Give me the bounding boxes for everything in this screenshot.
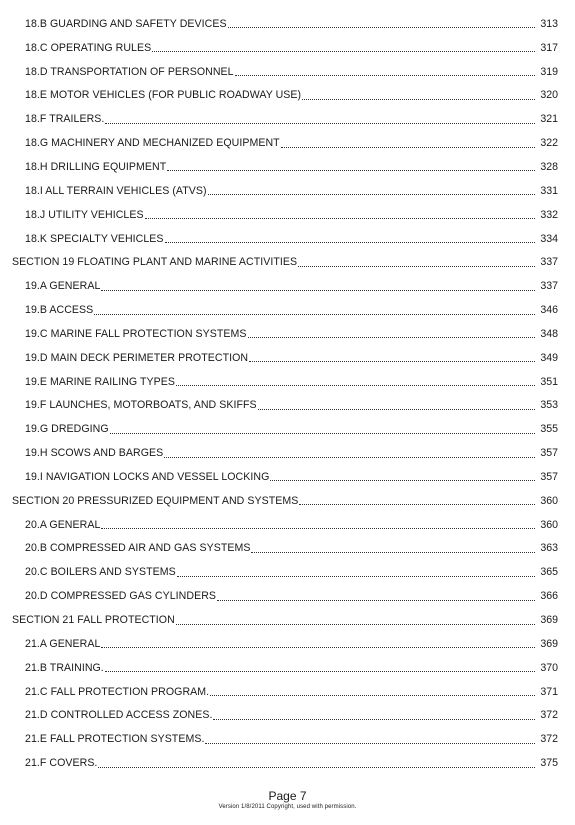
toc-entry-title: 20.D COMPRESSED GAS CYLINDERS [25,590,217,603]
toc-dot-leader [176,624,535,625]
toc-entry[interactable] [0,346,575,370]
toc-dot-leader [213,719,535,720]
toc-entry[interactable] [0,322,575,346]
toc-entry-page-number: 321 [540,113,558,126]
toc-entry-page-number: 372 [540,733,558,746]
toc-entry[interactable] [0,274,575,298]
toc-dot-leader [145,218,535,219]
toc-dot-leader [167,170,535,171]
toc-entry-title: 19.I NAVIGATION LOCKS AND VESSEL LOCKING [25,470,270,483]
toc-entry-title: SECTION 20 PRESSURIZED EQUIPMENT AND SYSTEMS [12,494,299,507]
toc-entry-title: 18.C OPERATING RULES [25,41,152,54]
toc-entry[interactable] [0,513,575,537]
toc-entry-title: 18.F TRAILERS. [25,113,105,126]
toc-dot-leader [251,552,535,553]
toc-dot-leader [249,361,535,362]
toc-entry-page-number: 348 [540,327,558,340]
toc-entry[interactable] [0,203,575,227]
toc-entry-title: 21.B TRAINING. [25,661,104,674]
page-number: Page 7 [268,789,307,803]
toc-entry-page-number: 349 [540,351,558,364]
toc-entry-title: 19.H SCOWS AND BARGES [25,447,164,460]
toc-dot-leader [165,242,535,243]
toc-entry-title: SECTION 19 FLOATING PLANT AND MARINE ACTIVITIES [12,256,298,269]
toc-entry-page-number: 353 [540,399,558,412]
toc-entry[interactable] [0,680,575,704]
toc-entry-page-number: 360 [540,494,558,507]
toc-entry-page-number: 369 [540,637,558,650]
toc-dot-leader [270,480,535,481]
toc-entry[interactable] [0,36,575,60]
toc-entry[interactable] [0,537,575,561]
toc-entry-title: 19.F LAUNCHES, MOTORBOATS, AND SKIFFS [25,399,257,412]
toc-entry[interactable] [0,584,575,608]
toc-entry-title: 18.G MACHINERY AND MECHANIZED EQUIPMENT [25,137,280,150]
toc-entry-page-number: 332 [540,208,558,221]
toc-entry-title: 21.A GENERAL [25,637,101,650]
toc-entry-title: 19.D MAIN DECK PERIMETER PROTECTION [25,351,249,364]
toc-dot-leader [281,147,535,148]
toc-entry-title: 18.E MOTOR VEHICLES (FOR PUBLIC ROADWAY USE) [25,89,302,102]
toc-entry[interactable] [0,394,575,418]
toc-entry[interactable] [0,632,575,656]
toc-dot-leader [299,504,535,505]
toc-entry[interactable] [0,227,575,251]
toc-entry-title: 21.E FALL PROTECTION SYSTEMS. [25,733,205,746]
toc-entry-page-number: 369 [540,614,558,627]
toc-entry-page-number: 363 [540,542,558,555]
toc-entry[interactable] [0,417,575,441]
toc-dot-leader [101,647,535,648]
toc-entry-page-number: 366 [540,590,558,603]
toc-dot-leader [101,528,535,529]
toc-entry-page-number: 355 [540,423,558,436]
toc-entry-title: 21.C FALL PROTECTION PROGRAM. [25,685,210,698]
toc-entry[interactable] [0,441,575,465]
toc-dot-leader [298,266,535,267]
toc-entry-page-number: 346 [540,304,558,317]
toc-entry[interactable] [0,751,575,775]
toc-dot-leader [210,695,535,696]
toc-entry[interactable] [0,107,575,131]
toc-entry-page-number: 375 [540,757,558,770]
toc-dot-leader [110,433,535,434]
toc-entry-title: 19.E MARINE RAILING TYPES [25,375,176,388]
toc-dot-leader [101,290,535,291]
toc-entry[interactable] [0,155,575,179]
toc-entry-page-number: 319 [540,65,558,78]
toc-entry-title: 21.D CONTROLLED ACCESS ZONES. [25,709,213,722]
toc-section-entry[interactable] [0,250,575,274]
toc-dot-leader [105,671,535,672]
toc-entry-page-number: 328 [540,160,558,173]
toc-entry-title: 18.I ALL TERRAIN VEHICLES (ATVS) [25,184,207,197]
toc-dot-leader [217,600,535,601]
toc-dot-leader [177,576,535,577]
toc-entry-title: 19.G DREDGING [25,423,109,436]
toc-entry-title: 18.D TRANSPORTATION OF PERSONNEL [25,65,234,78]
toc-entry-page-number: 365 [540,566,558,579]
toc-entry-page-number: 334 [540,232,558,245]
toc-entry-title: 20.B COMPRESSED AIR AND GAS SYSTEMS [25,542,251,555]
toc-entry-page-number: 372 [540,709,558,722]
toc-entry-title: 18.K SPECIALTY VEHICLES [25,232,164,245]
toc-entry-page-number: 370 [540,661,558,674]
toc-entry-page-number: 322 [540,137,558,150]
toc-entry[interactable] [0,60,575,84]
toc-entry-page-number: 357 [540,470,558,483]
toc-entry-page-number: 317 [540,41,558,54]
toc-entry[interactable] [0,131,575,155]
toc-entry[interactable] [0,560,575,584]
toc-entry-title: 18.J UTILITY VEHICLES [25,208,144,221]
toc-entry[interactable] [0,84,575,108]
toc-entry[interactable] [0,656,575,680]
toc-entry[interactable] [0,465,575,489]
toc-entry-page-number: 371 [540,685,558,698]
table-of-contents [0,12,575,775]
toc-dot-leader [248,337,535,338]
toc-section-entry[interactable] [0,608,575,632]
toc-entry[interactable] [0,12,575,36]
toc-entry-title: 18.B GUARDING AND SAFETY DEVICES [25,17,227,30]
toc-dot-leader [258,409,535,410]
toc-entry[interactable] [0,298,575,322]
toc-entry-page-number: 337 [540,256,558,269]
toc-dot-leader [152,51,535,52]
toc-dot-leader [208,194,535,195]
toc-entry-page-number: 357 [540,447,558,460]
toc-entry-title: 21.F COVERS. [25,757,98,770]
toc-entry-title: 19.C MARINE FALL PROTECTION SYSTEMS [25,327,247,340]
toc-entry-page-number: 320 [540,89,558,102]
toc-dot-leader [98,767,535,768]
toc-entry[interactable] [0,370,575,394]
toc-dot-leader [302,99,535,100]
toc-dot-leader [205,743,535,744]
toc-entry-title: SECTION 21 FALL PROTECTION [12,614,175,627]
toc-entry-title: 19.B ACCESS [25,304,94,317]
toc-entry-title: 20.A GENERAL [25,518,101,531]
toc-section-entry[interactable] [0,489,575,513]
toc-entry-title: 19.A GENERAL [25,280,101,293]
toc-dot-leader [105,123,535,124]
toc-entry[interactable] [0,727,575,751]
toc-entry-page-number: 360 [540,518,558,531]
toc-dot-leader [235,75,535,76]
toc-entry-page-number: 331 [540,184,558,197]
toc-entry-title: 18.H DRILLING EQUIPMENT [25,160,167,173]
toc-entry[interactable] [0,703,575,727]
page-footer [0,790,575,811]
toc-dot-leader [228,27,535,28]
toc-dot-leader [164,457,535,458]
toc-dot-leader [176,385,535,386]
toc-entry-page-number: 313 [540,17,558,30]
version-copyright-note: Version 1/8/2011 Copyright, used with permission. [218,804,357,810]
toc-entry-page-number: 337 [540,280,558,293]
toc-entry-title: 20.C BOILERS AND SYSTEMS [25,566,176,579]
toc-dot-leader [94,314,535,315]
toc-entry[interactable] [0,179,575,203]
toc-entry-page-number: 351 [540,375,558,388]
